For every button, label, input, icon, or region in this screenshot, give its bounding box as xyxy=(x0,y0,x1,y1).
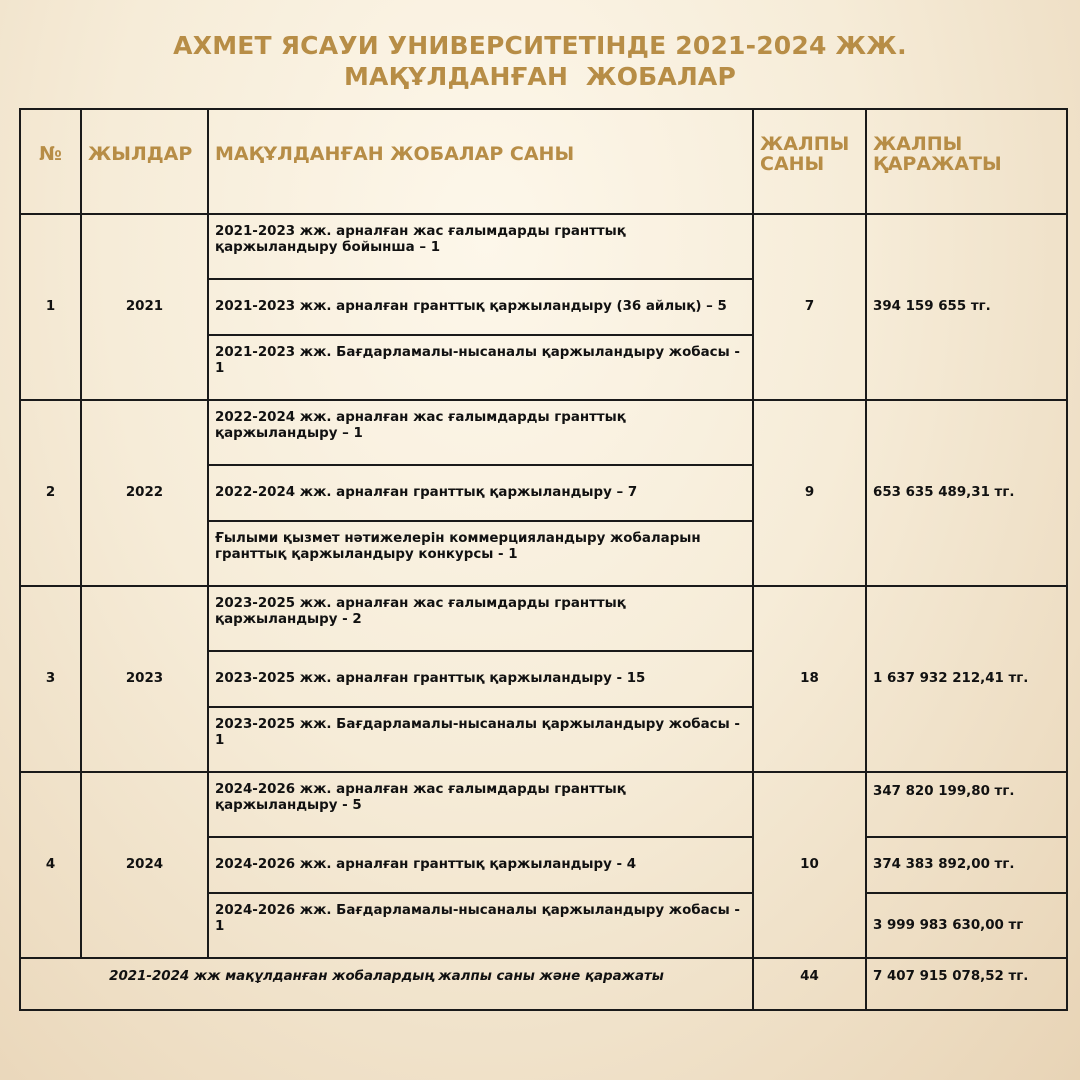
project-item: 2022-2024 жж. арналған гранттық қаржыландыру – 7 xyxy=(208,465,753,521)
project-item: 2021-2023 жж. арналған жас ғалымдарды гранттық қаржыландыру бойынша – 1 xyxy=(208,214,753,279)
total-label: 2021-2024 жж мақұлданған жобалардың жалпы саны және қаражаты xyxy=(20,958,753,1010)
total-row xyxy=(20,958,1067,1010)
row-year: 2022 xyxy=(81,400,208,586)
page-title-line-1: АХМЕТ ЯСАУИ УНИВЕРСИТЕТІНДЕ 2021-2024 ЖЖ. xyxy=(173,31,907,60)
row-funds: 374 383 892,00 тг. xyxy=(866,837,1067,893)
row-funds: 394 159 655 тг. xyxy=(866,214,1067,400)
row-count: 7 xyxy=(753,214,866,400)
page-title-line-2: МАҚҰЛДАНҒАН ЖОБАЛАР xyxy=(343,62,736,91)
project-item: 2023-2025 жж. арналған жас ғалымдарды гранттық қаржыландыру - 2 xyxy=(208,586,753,651)
row-count: 10 xyxy=(753,772,866,958)
header-total-count: ЖАЛПЫ САНЫ xyxy=(753,109,866,214)
project-item: 2023-2025 жж. Бағдарламалы-нысаналы қаржыландыру жобасы - 1 xyxy=(208,707,753,772)
page-title xyxy=(0,30,1080,92)
table-row xyxy=(20,586,1067,651)
header-total-funds: ЖАЛПЫ ҚАРАЖАТЫ xyxy=(866,109,1067,214)
row-num: 2 xyxy=(20,400,81,586)
table-header-row xyxy=(20,109,1067,214)
row-funds: 347 820 199,80 тг. xyxy=(866,772,1067,837)
row-year: 2024 xyxy=(81,772,208,958)
row-count: 9 xyxy=(753,400,866,586)
row-funds: 1 637 932 212,41 тг. xyxy=(866,586,1067,772)
total-count: 44 xyxy=(753,958,866,1010)
row-funds: 653 635 489,31 тг. xyxy=(866,400,1067,586)
project-item: 2022-2024 жж. арналған жас ғалымдарды гранттық қаржыландыру – 1 xyxy=(208,400,753,465)
header-num: № xyxy=(20,109,81,214)
row-year: 2023 xyxy=(81,586,208,772)
project-item: 2021-2023 жж. Бағдарламалы-нысаналы қаржыландыру жобасы - 1 xyxy=(208,335,753,400)
project-item: 2021-2023 жж. арналған гранттық қаржыландыру (36 айлық) – 5 xyxy=(208,279,753,335)
project-item: 2024-2026 жж. арналған гранттық қаржыландыру - 4 xyxy=(208,837,753,893)
row-year: 2021 xyxy=(81,214,208,400)
total-funds: 7 407 915 078,52 тг. xyxy=(866,958,1067,1010)
project-item: 2024-2026 жж. Бағдарламалы-нысаналы қаржыландыру жобасы - 1 xyxy=(208,893,753,958)
row-count: 18 xyxy=(753,586,866,772)
projects-table xyxy=(19,108,1068,1011)
header-years: ЖЫЛДАР xyxy=(81,109,208,214)
table-row xyxy=(20,400,1067,465)
project-item: 2024-2026 жж. арналған жас ғалымдарды гранттық қаржыландыру - 5 xyxy=(208,772,753,837)
row-num: 3 xyxy=(20,586,81,772)
project-item: 2023-2025 жж. арналған гранттық қаржыландыру - 15 xyxy=(208,651,753,707)
row-num: 1 xyxy=(20,214,81,400)
header-projects: МАҚҰЛДАНҒАН ЖОБАЛАР САНЫ xyxy=(208,109,753,214)
row-funds: 3 999 983 630,00 тг xyxy=(866,893,1067,958)
table-row xyxy=(20,772,1067,837)
table-row xyxy=(20,214,1067,279)
row-num: 4 xyxy=(20,772,81,958)
project-item: Ғылыми қызмет нәтижелерін коммерцияландыру жобаларын гранттық қаржыландыру конкурсы - 1 xyxy=(208,521,753,586)
